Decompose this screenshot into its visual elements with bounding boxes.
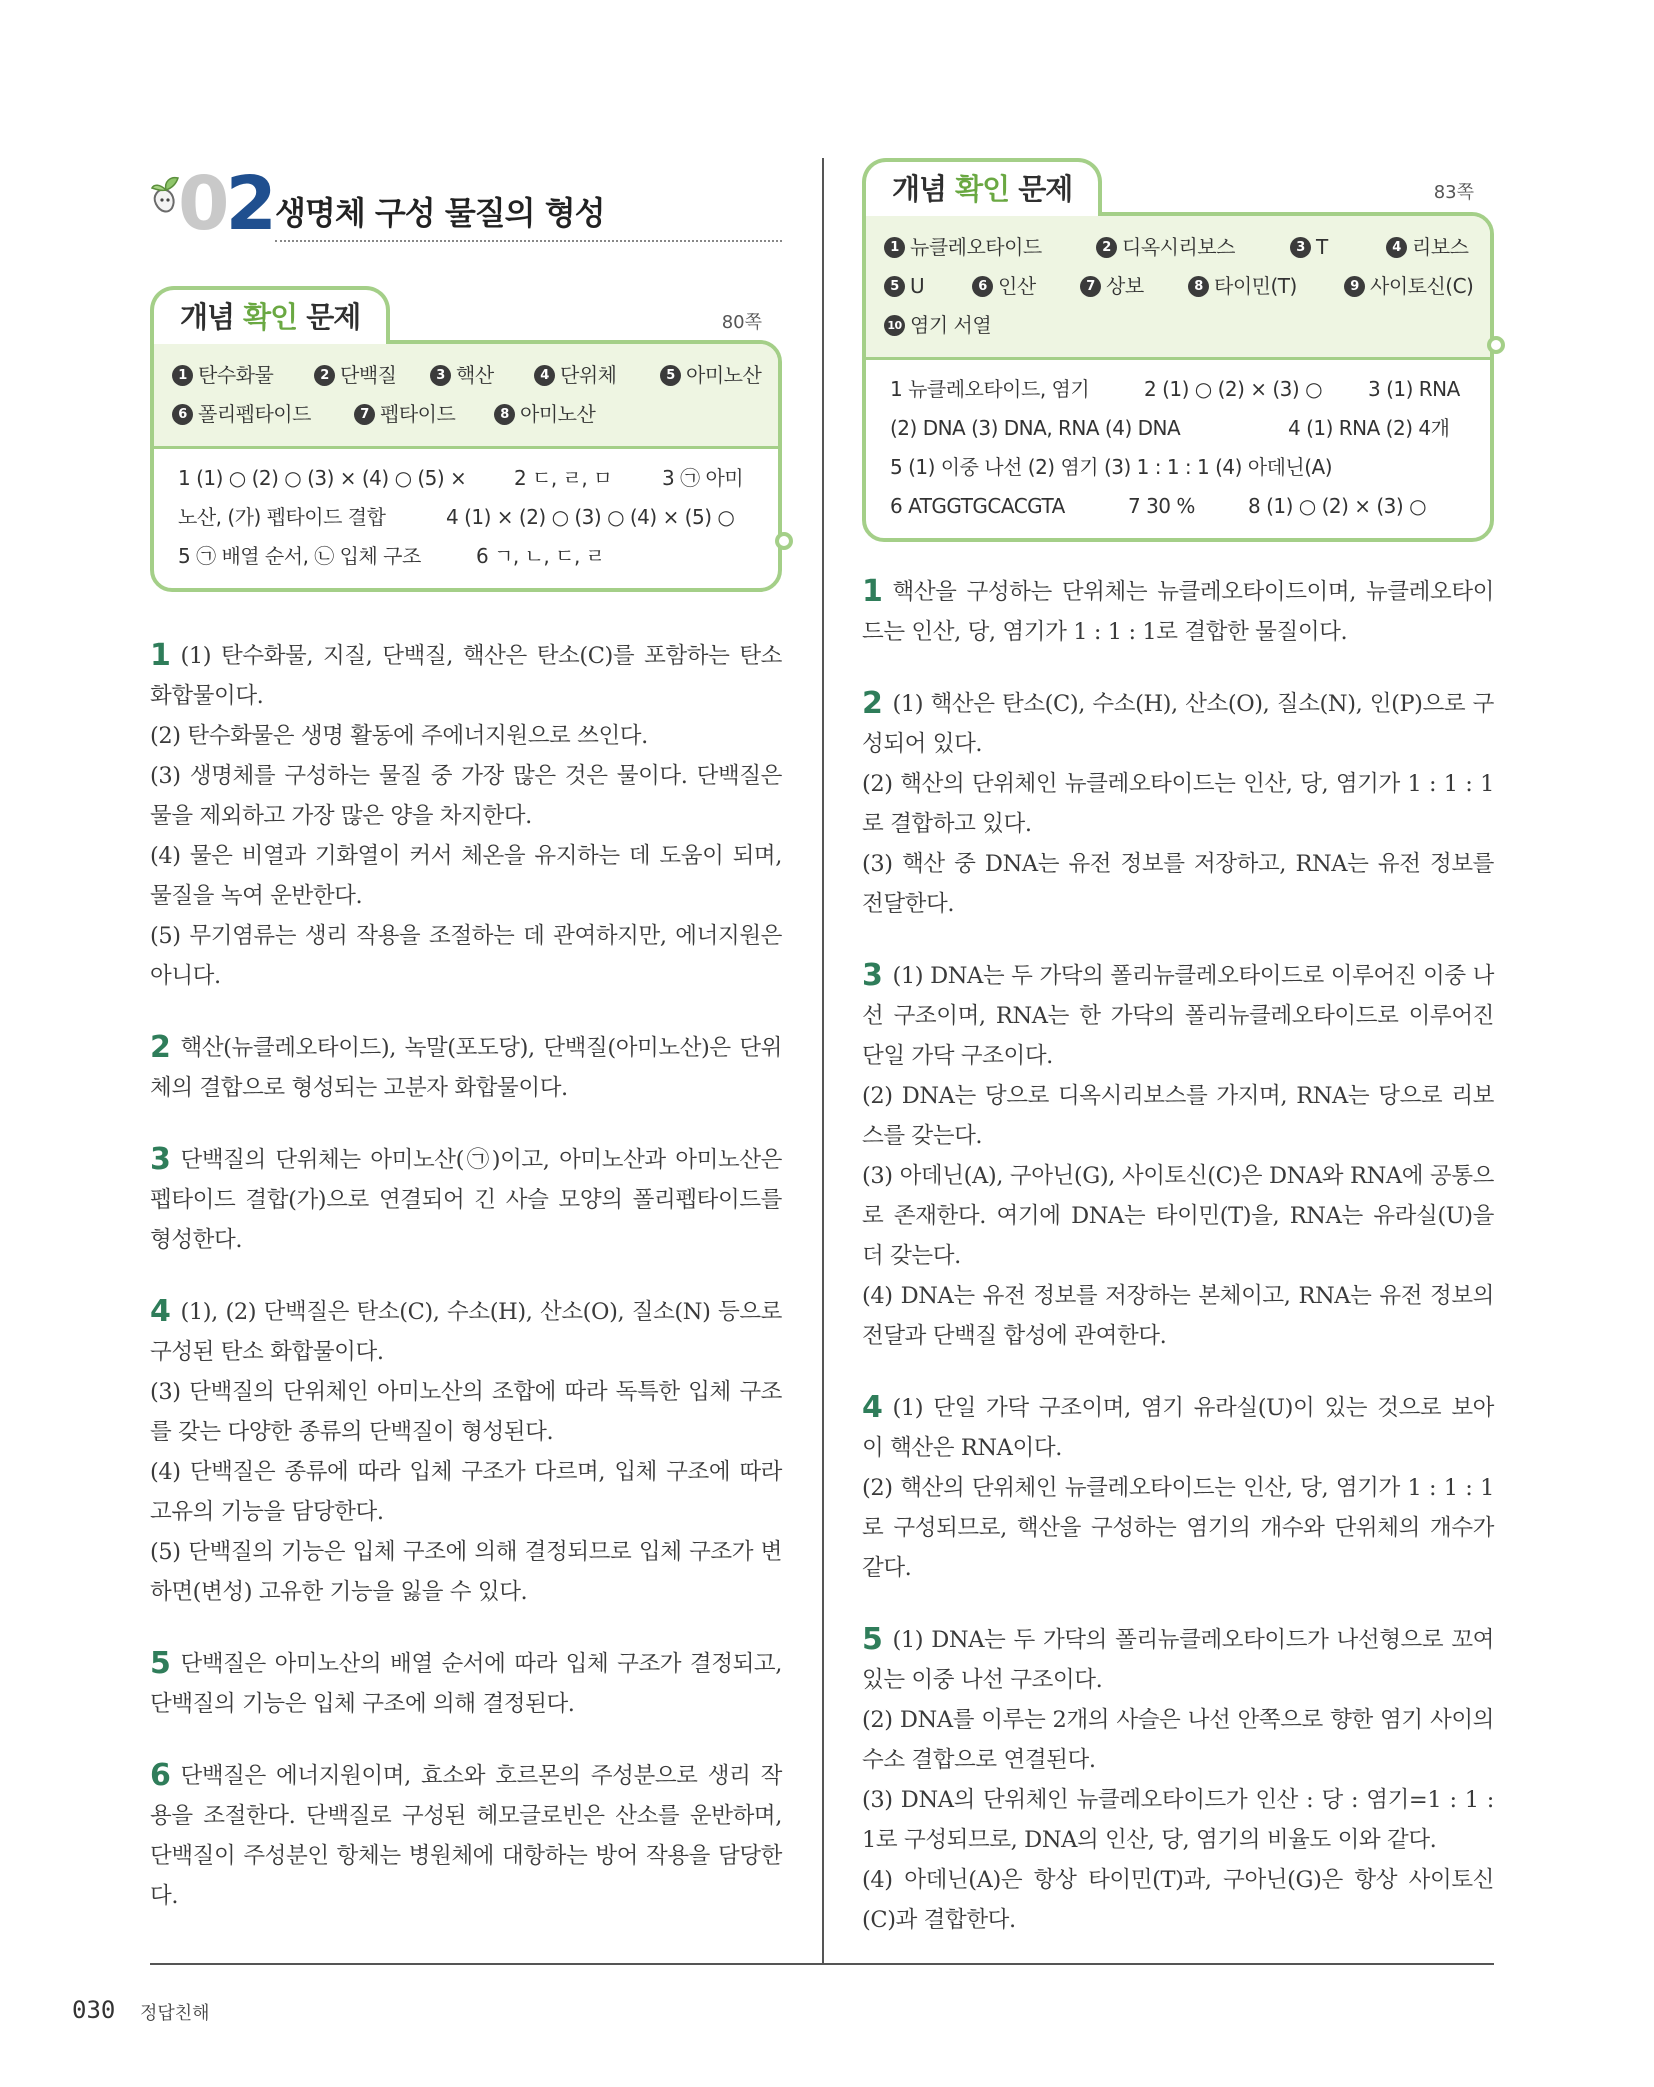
page-reference: 83쪽 (1433, 182, 1474, 203)
chapter-number: 02 (178, 161, 273, 247)
keyword-item: 9 사이토신(C) (1344, 267, 1473, 306)
answer-row (178, 537, 762, 576)
concept-check-tab: 개념 확인 문제 (150, 286, 390, 344)
concept-check-box-right (862, 158, 1494, 542)
keyword-item: 4 리보스 (1386, 228, 1468, 267)
right-column (862, 158, 1494, 1972)
keyword-item: 8 타이민(T) (1188, 267, 1344, 306)
keyword-item: 4 단위체 (534, 356, 660, 395)
explanation-5: 5 (1) DNA는 두 가닥의 폴리뉴클레오타이드가 나선형으로 꼬여 있는 이중 나선 구조이다. (2) DNA를 이루는 2개의 사슬은 나선 안쪽으로 향한 염기 사이의 수소 결합으로 연결된다. (3) DNA의 단위체인 뉴클레오타이드가 인산 : 당 : 염기=1 : 1 : 1로 구성되므로, DNA의 인산, 당, 염기의 비율도 이와 같다. (4) 아데닌(A)은 항상 타이민(T)과, 구아닌(G)은 항상 사이토신(C)과 결합한다. (862, 1622, 1494, 1933)
answer-item: 1 뉴클레오타이드, 염기 (890, 377, 1090, 401)
explanation-3: 3 단백질의 단위체는 아미노산(㉠)이고, 아미노산과 아미노산은 펩타이드 결합(가)으로 연결되어 긴 사슬 모양의 폴리펩타이드를 형성한다. (150, 1142, 782, 1253)
answer-item: 1 (1) ○ (2) ○ (3) × (4) ○ (5) × (178, 466, 467, 490)
box-connector-dot (775, 532, 793, 550)
answer-item: 2 ㄷ, ㄹ, ㅁ (514, 466, 612, 490)
page-number: 030 (72, 1996, 116, 2024)
answer-item: 2 (1) ○ (2) × (3) ○ (1144, 377, 1323, 401)
answer-item: 5 ㉠ 배열 순서, ㉡ 입체 구조 (178, 544, 421, 568)
box-connector-dot (1487, 336, 1505, 354)
page-reference: 80쪽 (721, 312, 762, 333)
answer-row (890, 409, 1474, 448)
keyword-row (172, 395, 762, 434)
answer-item: 4 (1) × (2) ○ (3) ○ (4) × (5) ○ (446, 505, 735, 529)
keyword-item: 6 인산 (972, 267, 1080, 306)
keyword-item: 8 아미노산 (494, 395, 595, 434)
answer-item: 7 30 % (1128, 494, 1195, 518)
answer-item: 5 (1) 이중 나선 (2) 염기 (3) 1 : 1 : 1 (4) 아데닌(A) (890, 455, 1333, 479)
chapter-header (150, 160, 782, 256)
keyword-row (884, 267, 1474, 306)
answer-item: 3 (1) RNA (1368, 377, 1460, 401)
keyword-row (172, 356, 762, 395)
keyword-item: 5 아미노산 (660, 356, 761, 395)
explanation-4: 4 (1), (2) 단백질은 탄소(C), 수소(H), 산소(O), 질소(N) 등으로 구성된 탄소 화합물이다. (3) 단백질의 단위체인 아미노산의 조합에 따라 독특한 입체 구조를 갖는 다양한 종류의 단백질이 형성된다. (4) 단백질은 종류에 따라 입체 구조가 다르며, 입체 구조에 따라 고유의 기능을 담당한다. (5) 단백질의 기능은 입체 구조에 의해 결정되므로 입체 구조가 변하면(변성) 고유한 기능을 잃을 수 있다. (150, 1294, 782, 1605)
keyword-item: 5 U (884, 267, 972, 306)
keyword-item: 10 염기 서열 (884, 306, 991, 345)
answer-item: 6 ㄱ, ㄴ, ㄷ, ㄹ (476, 544, 605, 568)
concept-check-tab: 개념 확인 문제 (862, 158, 1102, 216)
explanation-6: 6 단백질은 에너지원이며, 효소와 호르몬의 주성분으로 생리 작용을 조절한다. 단백질로 구성된 헤모글로빈은 산소를 운반하며, 단백질이 주성분인 항체는 병원체에 대항하는 방어 작용을 담당한다. (150, 1758, 782, 1909)
answer-row (890, 487, 1474, 526)
keyword-row (884, 306, 1474, 345)
keyword-item: 3 핵산 (430, 356, 534, 395)
keyword-list (866, 216, 1490, 357)
left-column (150, 150, 782, 1948)
answer-row (890, 448, 1474, 487)
keyword-item: 6 폴리펩타이드 (172, 395, 354, 434)
answer-item: (2) DNA (3) DNA, RNA (4) DNA (890, 416, 1181, 440)
answer-item: 8 (1) ○ (2) × (3) ○ (1248, 494, 1427, 518)
keyword-item: 2 단백질 (314, 356, 430, 395)
explanation-1: 1 (1) 탄수화물, 지질, 단백질, 핵산은 탄소(C)를 포함하는 탄소 화합물이다. (2) 탄수화물은 생명 활동에 주에너지원으로 쓰인다. (3) 생명체를 구성하는 물질 중 가장 많은 것은 물이다. 단백질은 물을 제외하고 가장 많은 양을 차지한다. (4) 물은 비열과 기화열이 커서 체온을 유지하는 데 도움이 되며, 물질을 녹여 운반한다. (5) 무기염류는 생리 작용을 조절하는 데 관여하지만, 에너지원은 아니다. (150, 638, 782, 989)
column-divider (822, 158, 824, 1963)
keyword-item: 7 펩타이드 (354, 395, 494, 434)
explanation-2: 2 핵산(뉴클레오타이드), 녹말(포도당), 단백질(아미노산)은 단위체의 결합으로 형성되는 고분자 화합물이다. (150, 1030, 782, 1101)
answer-row (178, 459, 762, 498)
keyword-list (154, 344, 778, 446)
answer-item: 3 ㉠ 아미 (662, 466, 744, 490)
chapter-dotted-rule (275, 240, 782, 242)
explanation-2: 2 (1) 핵산은 탄소(C), 수소(H), 산소(O), 질소(N), 인(P)으로 구성되어 있다. (2) 핵산의 단위체인 뉴클레오타이드는 인산, 당, 염기가 1 : 1 : 1로 결합하고 있다. (3) 핵산 중 DNA는 유전 정보를 저장하고, RNA는 유전 정보를 전달한다. (862, 686, 1494, 917)
concept-check-body (862, 212, 1494, 542)
keyword-item: 1 뉴클레오타이드 (884, 228, 1096, 267)
answer-item: 6 ATGGTGCACGTA (890, 494, 1065, 518)
explanation-3: 3 (1) DNA는 두 가닥의 폴리뉴클레오타이드로 이루어진 이중 나선 구조이며, RNA는 한 가닥의 폴리뉴클레오타이드로 이루어진 단일 가닥 구조이다. (2) DNA는 당으로 디옥시리보스를 가지며, RNA는 당으로 리보스를 갖는다. (3) 아데닌(A), 구아닌(G), 사이토신(C)은 DNA와 RNA에 공통으로 존재한다. 여기에 DNA는 타이민(T)을, RNA는 유라실(U)을 더 갖는다. (4) DNA는 유전 정보를 저장하는 본체이고, RNA는 유전 정보의 전달과 단백질 합성에 관여한다. (862, 958, 1494, 1349)
concept-check-body (150, 340, 782, 592)
explanation-1: 1 핵산을 구성하는 단위체는 뉴클레오타이드이며, 뉴클레오타이드는 인산, 당, 염기가 1 : 1 : 1로 결합한 물질이다. (862, 574, 1494, 645)
keyword-item: 1 탄수화물 (172, 356, 314, 395)
concept-check-box-left (150, 286, 782, 592)
keyword-item: 7 상보 (1080, 267, 1188, 306)
answer-row (178, 498, 762, 537)
answer-row (890, 370, 1474, 409)
explanation-4: 4 (1) 단일 가닥 구조이며, 염기 유라실(U)이 있는 것으로 보아 이 핵산은 RNA이다. (2) 핵산의 단위체인 뉴클레오타이드는 인산, 당, 염기가 1 : 1 : 1로 구성되므로, 핵산을 구성하는 염기의 개수와 단위체의 개수가 같다. (862, 1390, 1494, 1581)
keyword-item: 3 T (1290, 228, 1386, 267)
answer-list (154, 446, 778, 588)
answer-item: 노산, (가) 펩타이드 결합 (178, 505, 386, 529)
answer-item: 4 (1) RNA (2) 4개 (1288, 416, 1450, 440)
book-label: 정답친해 (140, 2003, 210, 2024)
keyword-row (884, 228, 1474, 267)
chapter-title: 생명체 구성 물질의 형성 (275, 194, 605, 232)
answer-list (866, 357, 1490, 538)
keyword-item: 2 디옥시리보스 (1096, 228, 1290, 267)
explanation-5: 5 단백질은 아미노산의 배열 순서에 따라 입체 구조가 결정되고, 단백질의 기능은 입체 구조에 의해 결정된다. (150, 1646, 782, 1717)
